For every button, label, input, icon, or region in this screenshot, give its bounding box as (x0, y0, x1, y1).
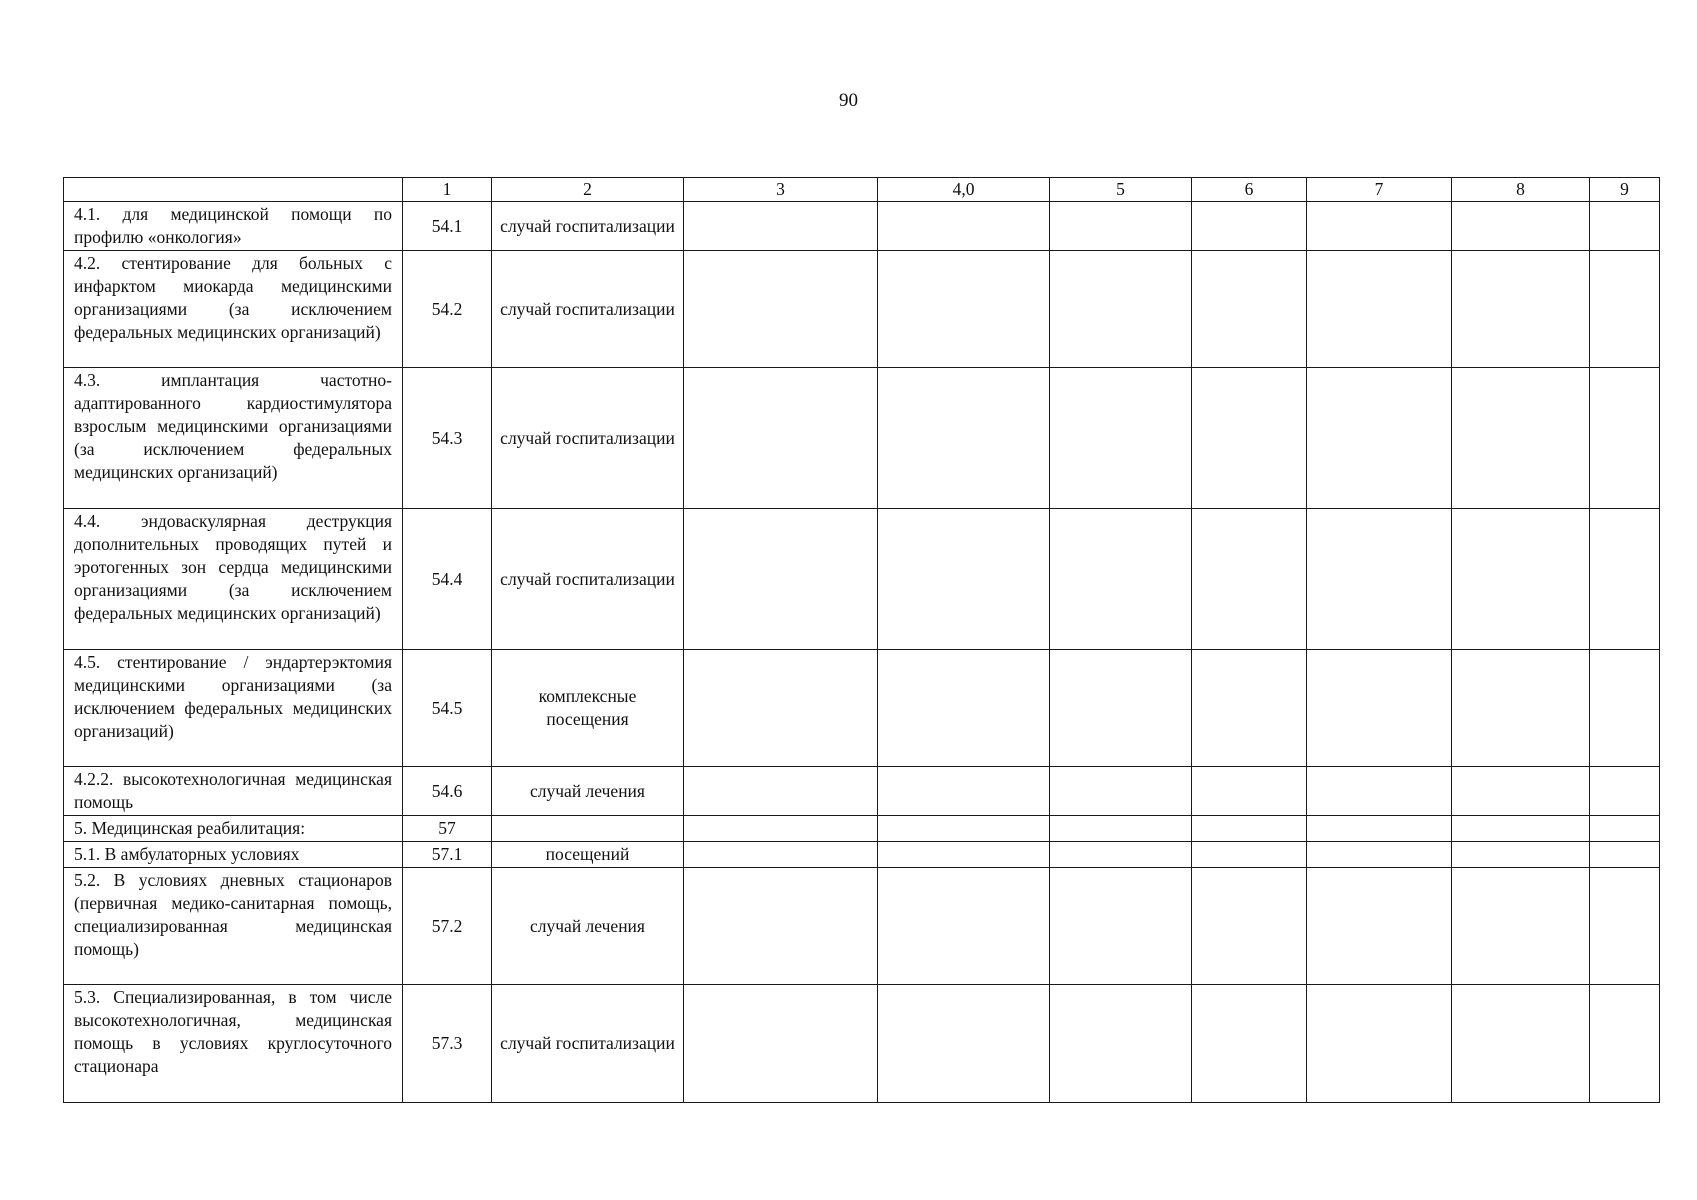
empty-cell (1192, 251, 1307, 368)
empty-cell (1590, 842, 1660, 868)
empty-cell (1452, 985, 1590, 1103)
empty-cell (1050, 985, 1192, 1103)
row-code: 57.1 (403, 842, 492, 868)
empty-cell (1050, 509, 1192, 650)
header-cell: 3 (684, 178, 878, 202)
empty-cell (1452, 251, 1590, 368)
page-number: 90 (839, 90, 858, 111)
empty-cell (1307, 650, 1452, 767)
row-description: 4.2.2. высокотехнологичная медицинская помощь (64, 767, 403, 816)
row-description: 5.1. В амбулаторных условиях (64, 842, 403, 868)
row-description: 5.2. В условиях дневных стационаров (первичная медико-санитарная помощь, специализированная медицинская помощь) (64, 868, 403, 985)
empty-cell (1452, 767, 1590, 816)
empty-cell (878, 816, 1050, 842)
row-description: 4.2. стентирование для больных с инфарктом миокарда медицинскими организациями (за исключением федеральных медицинских организаций) (64, 251, 403, 368)
empty-cell (684, 985, 878, 1103)
row-code: 54.4 (403, 509, 492, 650)
row-description: 4.3. имплантация частотно-адаптированного кардиостимулятора взрослым медицинскими организациями (за исключением федеральных медицинских организаций) (64, 368, 403, 509)
header-cell (64, 178, 403, 202)
empty-cell (684, 816, 878, 842)
empty-cell (1192, 842, 1307, 868)
empty-cell (1192, 985, 1307, 1103)
header-cell: 5 (1050, 178, 1192, 202)
empty-cell (1307, 251, 1452, 368)
row-code: 54.5 (403, 650, 492, 767)
empty-cell (878, 842, 1050, 868)
empty-cell (684, 509, 878, 650)
row-code: 57 (403, 816, 492, 842)
empty-cell (878, 868, 1050, 985)
empty-cell (1590, 650, 1660, 767)
empty-cell (1307, 816, 1452, 842)
row-unit: случай лечения (492, 767, 684, 816)
empty-cell (878, 767, 1050, 816)
row-code: 54.6 (403, 767, 492, 816)
row-code: 54.1 (403, 202, 492, 251)
table-row (64, 251, 1660, 368)
empty-cell (1307, 842, 1452, 868)
header-cell: 7 (1307, 178, 1452, 202)
row-code: 57.2 (403, 868, 492, 985)
empty-cell (1050, 650, 1192, 767)
header-cell: 8 (1452, 178, 1590, 202)
empty-cell (1192, 202, 1307, 251)
empty-cell (878, 368, 1050, 509)
empty-cell (1307, 985, 1452, 1103)
row-description: 4.5. стентирование / эндартерэктомия медицинскими организациями (за исключением федеральных медицинских организаций) (64, 650, 403, 767)
empty-cell (684, 868, 878, 985)
empty-cell (684, 202, 878, 251)
empty-cell (1307, 368, 1452, 509)
empty-cell (1590, 202, 1660, 251)
header-cell: 9 (1590, 178, 1660, 202)
empty-cell (1590, 368, 1660, 509)
row-unit (492, 816, 684, 842)
empty-cell (1192, 509, 1307, 650)
empty-cell (1452, 650, 1590, 767)
empty-cell (878, 202, 1050, 251)
empty-cell (1452, 816, 1590, 842)
empty-cell (1050, 251, 1192, 368)
empty-cell (684, 767, 878, 816)
empty-cell (1192, 816, 1307, 842)
empty-cell (1452, 368, 1590, 509)
table-row (64, 650, 1660, 767)
row-unit: комплексные посещения (492, 650, 684, 767)
empty-cell (1192, 368, 1307, 509)
row-unit: случай лечения (492, 868, 684, 985)
row-description: 4.4. эндоваскулярная деструкция дополнительных проводящих путей и эротогенных зон сердца медицинскими организациями (за исключением федеральных медицинских организаций) (64, 509, 403, 650)
empty-cell (1307, 868, 1452, 985)
table-row (64, 368, 1660, 509)
row-unit: случай госпитализации (492, 368, 684, 509)
row-unit: посещений (492, 842, 684, 868)
column-number-row (64, 178, 1660, 202)
empty-cell (1307, 202, 1452, 251)
empty-cell (1192, 767, 1307, 816)
table-row (64, 509, 1660, 650)
row-description: 5.3. Специализированная, в том числе высокотехнологичная, медицинская помощь в условиях круглосуточного стационара (64, 985, 403, 1103)
empty-cell (1307, 767, 1452, 816)
empty-cell (1050, 368, 1192, 509)
header-cell: 1 (403, 178, 492, 202)
row-unit: случай госпитализации (492, 985, 684, 1103)
empty-cell (1590, 509, 1660, 650)
row-description: 5. Медицинская реабилитация: (64, 816, 403, 842)
table-row (64, 842, 1660, 868)
empty-cell (684, 251, 878, 368)
row-unit: случай госпитализации (492, 202, 684, 251)
empty-cell (1590, 251, 1660, 368)
row-code: 54.2 (403, 251, 492, 368)
empty-cell (1452, 509, 1590, 650)
header-cell: 6 (1192, 178, 1307, 202)
empty-cell (1590, 816, 1660, 842)
empty-cell (1590, 868, 1660, 985)
empty-cell (1050, 202, 1192, 251)
empty-cell (1590, 767, 1660, 816)
row-code: 54.3 (403, 368, 492, 509)
row-description: 4.1. для медицинской помощи по профилю «онкология» (64, 202, 403, 251)
empty-cell (1050, 767, 1192, 816)
table-row (64, 816, 1660, 842)
row-unit: случай госпитализации (492, 251, 684, 368)
empty-cell (1050, 868, 1192, 985)
empty-cell (684, 650, 878, 767)
empty-cell (1192, 868, 1307, 985)
empty-cell (684, 368, 878, 509)
empty-cell (878, 251, 1050, 368)
empty-cell (878, 985, 1050, 1103)
data-table (63, 177, 1660, 1103)
empty-cell (878, 509, 1050, 650)
row-unit: случай госпитализации (492, 509, 684, 650)
row-code: 57.3 (403, 985, 492, 1103)
empty-cell (1192, 650, 1307, 767)
table-row (64, 868, 1660, 985)
empty-cell (1050, 842, 1192, 868)
empty-cell (684, 842, 878, 868)
empty-cell (1050, 816, 1192, 842)
header-cell: 4,0 (878, 178, 1050, 202)
empty-cell (1452, 868, 1590, 985)
empty-cell (1452, 202, 1590, 251)
empty-cell (1590, 985, 1660, 1103)
table-row (64, 202, 1660, 251)
empty-cell (1307, 509, 1452, 650)
header-cell: 2 (492, 178, 684, 202)
empty-cell (1452, 842, 1590, 868)
table-row (64, 767, 1660, 816)
table-row (64, 985, 1660, 1103)
empty-cell (878, 650, 1050, 767)
